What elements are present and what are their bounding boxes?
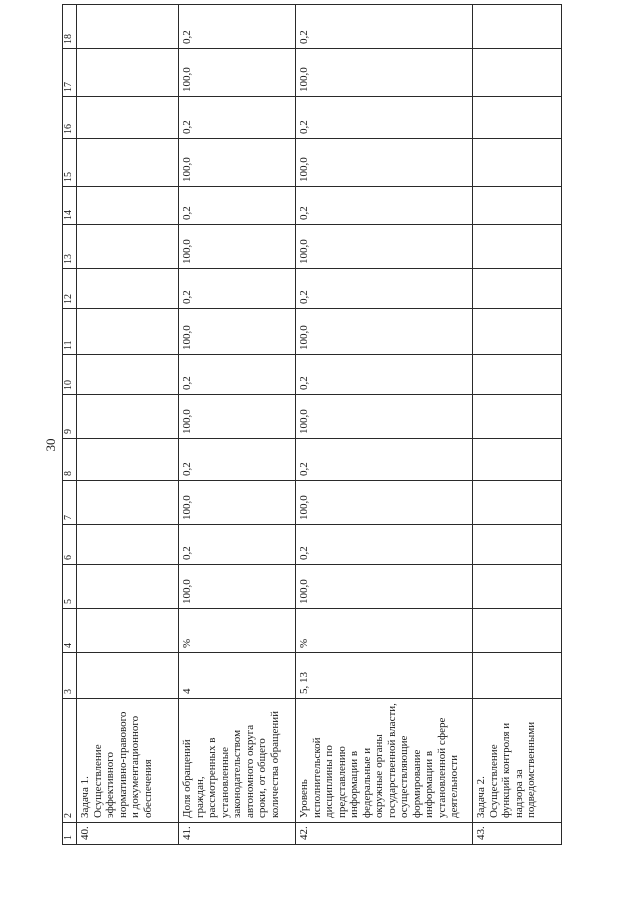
column-number: 5 <box>63 565 77 609</box>
row-value <box>77 525 179 565</box>
row-code: 5, 13 <box>296 653 473 699</box>
row-value <box>77 309 179 355</box>
column-number: 3 <box>63 653 77 699</box>
row-value <box>473 481 562 525</box>
column-number: 9 <box>63 395 77 439</box>
row-value: 100,0 <box>296 481 473 525</box>
row-value: 0,2 <box>296 5 473 49</box>
column-number: 12 <box>63 269 77 309</box>
column-number: 1 <box>63 823 77 845</box>
row-value: 0,2 <box>296 439 473 481</box>
row-value <box>77 395 179 439</box>
row-number: 40. <box>77 823 179 845</box>
row-code <box>77 653 179 699</box>
column-number: 13 <box>63 225 77 269</box>
column-number: 4 <box>63 609 77 653</box>
row-value <box>473 269 562 309</box>
table-row-43 <box>473 5 562 845</box>
column-number: 8 <box>63 439 77 481</box>
row-number: 43. <box>473 823 562 845</box>
row-description: Уровень исполнительской дисциплины по представлению информации в федеральные и окружные органы государственной власти, осуществляющие формирование информации в установленной сфере деятельности <box>296 699 473 823</box>
row-unit <box>473 609 562 653</box>
row-value <box>473 565 562 609</box>
row-value: 100,0 <box>179 139 296 187</box>
row-unit <box>77 609 179 653</box>
row-value: 0,2 <box>296 97 473 139</box>
row-value: 0,2 <box>179 439 296 481</box>
row-value <box>473 439 562 481</box>
table-row-task-1 <box>77 5 179 845</box>
table-row-41 <box>179 5 296 845</box>
column-number: 15 <box>63 139 77 187</box>
row-code <box>473 653 562 699</box>
row-code: 4 <box>179 653 296 699</box>
row-value <box>77 439 179 481</box>
row-value: 0,2 <box>179 525 296 565</box>
row-value <box>77 565 179 609</box>
column-number: 10 <box>63 355 77 395</box>
row-value <box>473 187 562 225</box>
table-row-42 <box>296 5 473 845</box>
row-value: 0,2 <box>296 355 473 395</box>
row-value <box>77 225 179 269</box>
row-number: 41. <box>179 823 296 845</box>
row-description: Задача 1. Осуществление эффективного нормативно-правового и документационного обеспечения <box>77 699 179 823</box>
row-description: Задача 2. Осуществление функций контроля и надзора за подведомственными <box>473 699 562 823</box>
row-value: 100,0 <box>179 309 296 355</box>
column-number-row <box>63 5 77 845</box>
column-number: 18 <box>63 5 77 49</box>
row-value <box>77 481 179 525</box>
row-unit: % <box>179 609 296 653</box>
row-value <box>77 269 179 309</box>
indicators-table <box>62 4 562 845</box>
row-value <box>77 187 179 225</box>
row-value <box>473 525 562 565</box>
row-value <box>77 49 179 97</box>
row-value <box>77 355 179 395</box>
row-value: 100,0 <box>179 49 296 97</box>
row-value: 100,0 <box>179 565 296 609</box>
row-value: 0,2 <box>296 187 473 225</box>
row-value: 0,2 <box>296 269 473 309</box>
column-number: 11 <box>63 309 77 355</box>
column-number: 6 <box>63 525 77 565</box>
row-value <box>473 139 562 187</box>
row-value: 100,0 <box>179 395 296 439</box>
row-value: 100,0 <box>179 225 296 269</box>
row-value <box>473 97 562 139</box>
column-number: 16 <box>63 97 77 139</box>
row-value: 100,0 <box>296 309 473 355</box>
column-number: 7 <box>63 481 77 525</box>
row-value: 0,2 <box>179 355 296 395</box>
row-value <box>77 97 179 139</box>
row-value <box>473 5 562 49</box>
row-value <box>473 355 562 395</box>
row-value: 100,0 <box>296 395 473 439</box>
row-number: 42. <box>296 823 473 845</box>
row-value <box>77 139 179 187</box>
row-value: 100,0 <box>296 139 473 187</box>
indicators-table-container <box>62 15 562 845</box>
row-value <box>473 395 562 439</box>
row-value <box>473 49 562 97</box>
row-value: 0,2 <box>296 525 473 565</box>
row-value: 100,0 <box>296 565 473 609</box>
row-value: 0,2 <box>179 97 296 139</box>
page-number: 30 <box>43 438 58 452</box>
row-value: 0,2 <box>179 5 296 49</box>
column-number: 14 <box>63 187 77 225</box>
row-unit: % <box>296 609 473 653</box>
row-value: 100,0 <box>296 49 473 97</box>
row-value: 0,2 <box>179 187 296 225</box>
row-value <box>473 225 562 269</box>
row-value <box>77 5 179 49</box>
row-value: 100,0 <box>296 225 473 269</box>
column-number: 17 <box>63 49 77 97</box>
row-value <box>473 309 562 355</box>
row-value: 100,0 <box>179 481 296 525</box>
row-description: Доля обращений граждан, рассмотренных в установленные законодательством автономного округа сроки, от общего количества обращений <box>179 699 296 823</box>
row-value: 0,2 <box>179 269 296 309</box>
column-number: 2 <box>63 699 77 823</box>
